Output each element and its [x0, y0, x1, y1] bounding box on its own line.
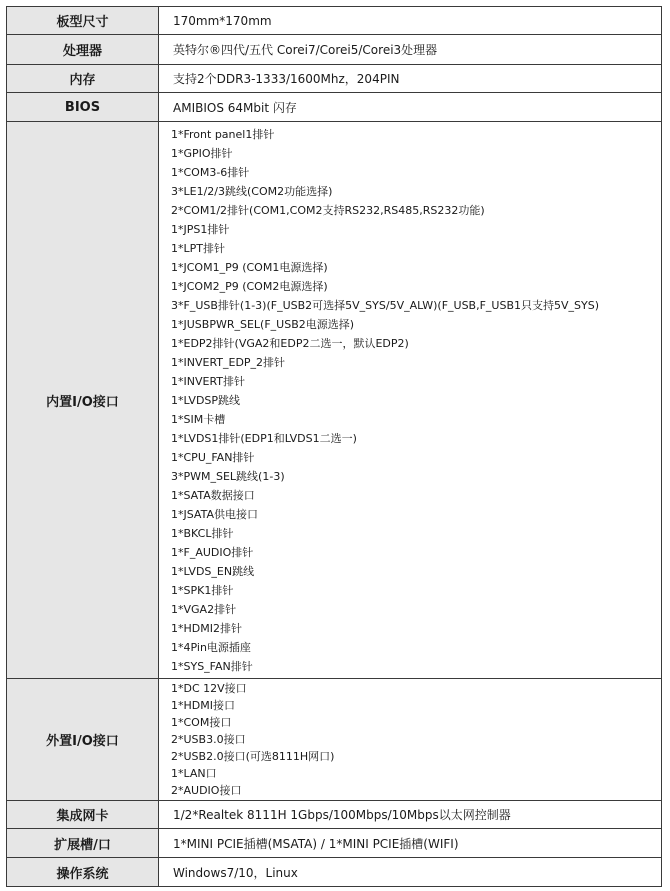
- io-list-item: 2*USB3.0接口: [171, 733, 246, 746]
- spec-table: [6, 6, 662, 887]
- io-list-item: 1*SATA数据接口: [171, 488, 255, 502]
- io-list-item: 3*PWM_SEL跳线(1-3): [171, 469, 285, 483]
- spec-label: 处理器: [7, 35, 159, 65]
- spec-label: 集成网卡: [7, 801, 159, 829]
- io-list-item: 1*JSATA供电接口: [171, 507, 258, 521]
- io-list-item: 1*DC 12V接口: [171, 682, 247, 695]
- io-list-item: 1*SYS_FAN排针: [171, 659, 253, 673]
- spec-label: 操作系统: [7, 858, 159, 887]
- io-list-item: 1*HDMI2排针: [171, 621, 242, 635]
- io-list-item: 1*COM接口: [171, 716, 232, 729]
- io-list-item: 1*LVDSP跳线: [171, 393, 241, 407]
- spec-row-board-size: [7, 7, 662, 35]
- spec-value: Windows7/10，Linux: [159, 858, 662, 887]
- io-list-item: 1*SPK1排针: [171, 583, 234, 597]
- io-list-item: 1*LVDS1排针(EDP1和LVDS1二选一): [171, 431, 357, 445]
- spec-value: 1*MINI PCIE插槽(MSATA) / 1*MINI PCIE插槽(WIFI): [159, 829, 662, 858]
- io-list-item: 1*INVERT排针: [171, 374, 246, 388]
- spec-label: 板型尺寸: [7, 7, 159, 35]
- io-list-item: 1*LAN口: [171, 767, 217, 780]
- spec-label: 外置I/O接口: [7, 679, 159, 801]
- spec-label: BIOS: [7, 93, 159, 122]
- io-list-item: 3*LE1/2/3跳线(COM2功能选择): [171, 184, 333, 198]
- io-list-item: 1*F_AUDIO排针: [171, 545, 254, 559]
- io-list-item: 1*JPS1排针: [171, 222, 230, 236]
- io-list-item: 1*EDP2排针(VGA2和EDP2二选一，默认EDP2): [171, 336, 409, 350]
- io-list-item: 1*BKCL排针: [171, 526, 234, 540]
- io-list-item: 1*SIM卡槽: [171, 412, 226, 426]
- spec-row-expansion: [7, 829, 662, 858]
- io-list-item: 1*LPT排针: [171, 241, 225, 255]
- spec-label: 内置I/O接口: [7, 122, 159, 679]
- io-list-item: 1*JUSBPWR_SEL(F_USB2电源选择): [171, 317, 355, 331]
- external-io-list: [171, 680, 661, 799]
- io-list-item: 1*JCOM1_P9 (COM1电源选择): [171, 260, 328, 274]
- io-list-item: 1*VGA2排针: [171, 602, 237, 616]
- io-list-item: 3*F_USB排针(1-3)(F_USB2可选择5V_SYS/5V_ALW)(F_USB,F_USB1只支持5V_SYS): [171, 298, 600, 312]
- io-list-item: 1*COM3-6排针: [171, 165, 250, 179]
- io-list-item: 2*COM1/2排针(COM1,COM2支持RS232,RS485,RS232功能): [171, 203, 485, 217]
- io-list-item: 1*CPU_FAN排针: [171, 450, 255, 464]
- io-list-item: 1*4Pin电源插座: [171, 640, 251, 654]
- spec-row-bios: [7, 93, 662, 122]
- spec-value: 170mm*170mm: [159, 7, 662, 35]
- spec-value: 英特尔®四代/五代 Corei7/Corei5/Corei3处理器: [159, 35, 662, 65]
- spec-row-network: [7, 801, 662, 829]
- spec-value: 支持2个DDR3-1333/1600Mhz，204PIN: [159, 65, 662, 93]
- io-list-item: 1*GPIO排针: [171, 146, 233, 160]
- spec-row-external-io: [7, 679, 662, 801]
- io-list-item: 1*JCOM2_P9 (COM2电源选择): [171, 279, 328, 293]
- io-list-item: 2*AUDIO接口: [171, 784, 242, 797]
- io-list-item: 1*Front panel1排针: [171, 127, 275, 141]
- io-list-item: 1*LVDS_EN跳线: [171, 564, 255, 578]
- spec-label: 扩展槽/口: [7, 829, 159, 858]
- spec-value: 1/2*Realtek 8111H 1Gbps/100Mbps/10Mbps以太网控制器: [159, 801, 662, 829]
- spec-row-processor: [7, 35, 662, 65]
- spec-row-os: [7, 858, 662, 887]
- spec-label: 内存: [7, 65, 159, 93]
- io-list-item: 1*HDMI接口: [171, 699, 235, 712]
- io-list-item: 2*USB2.0接口(可选8111H网口): [171, 750, 335, 763]
- spec-row-memory: [7, 65, 662, 93]
- io-list-item: 1*INVERT_EDP_2排针: [171, 355, 286, 369]
- spec-value: AMIBIOS 64Mbit 闪存: [159, 93, 662, 122]
- internal-io-list: [171, 125, 661, 676]
- spec-row-internal-io: [7, 122, 662, 679]
